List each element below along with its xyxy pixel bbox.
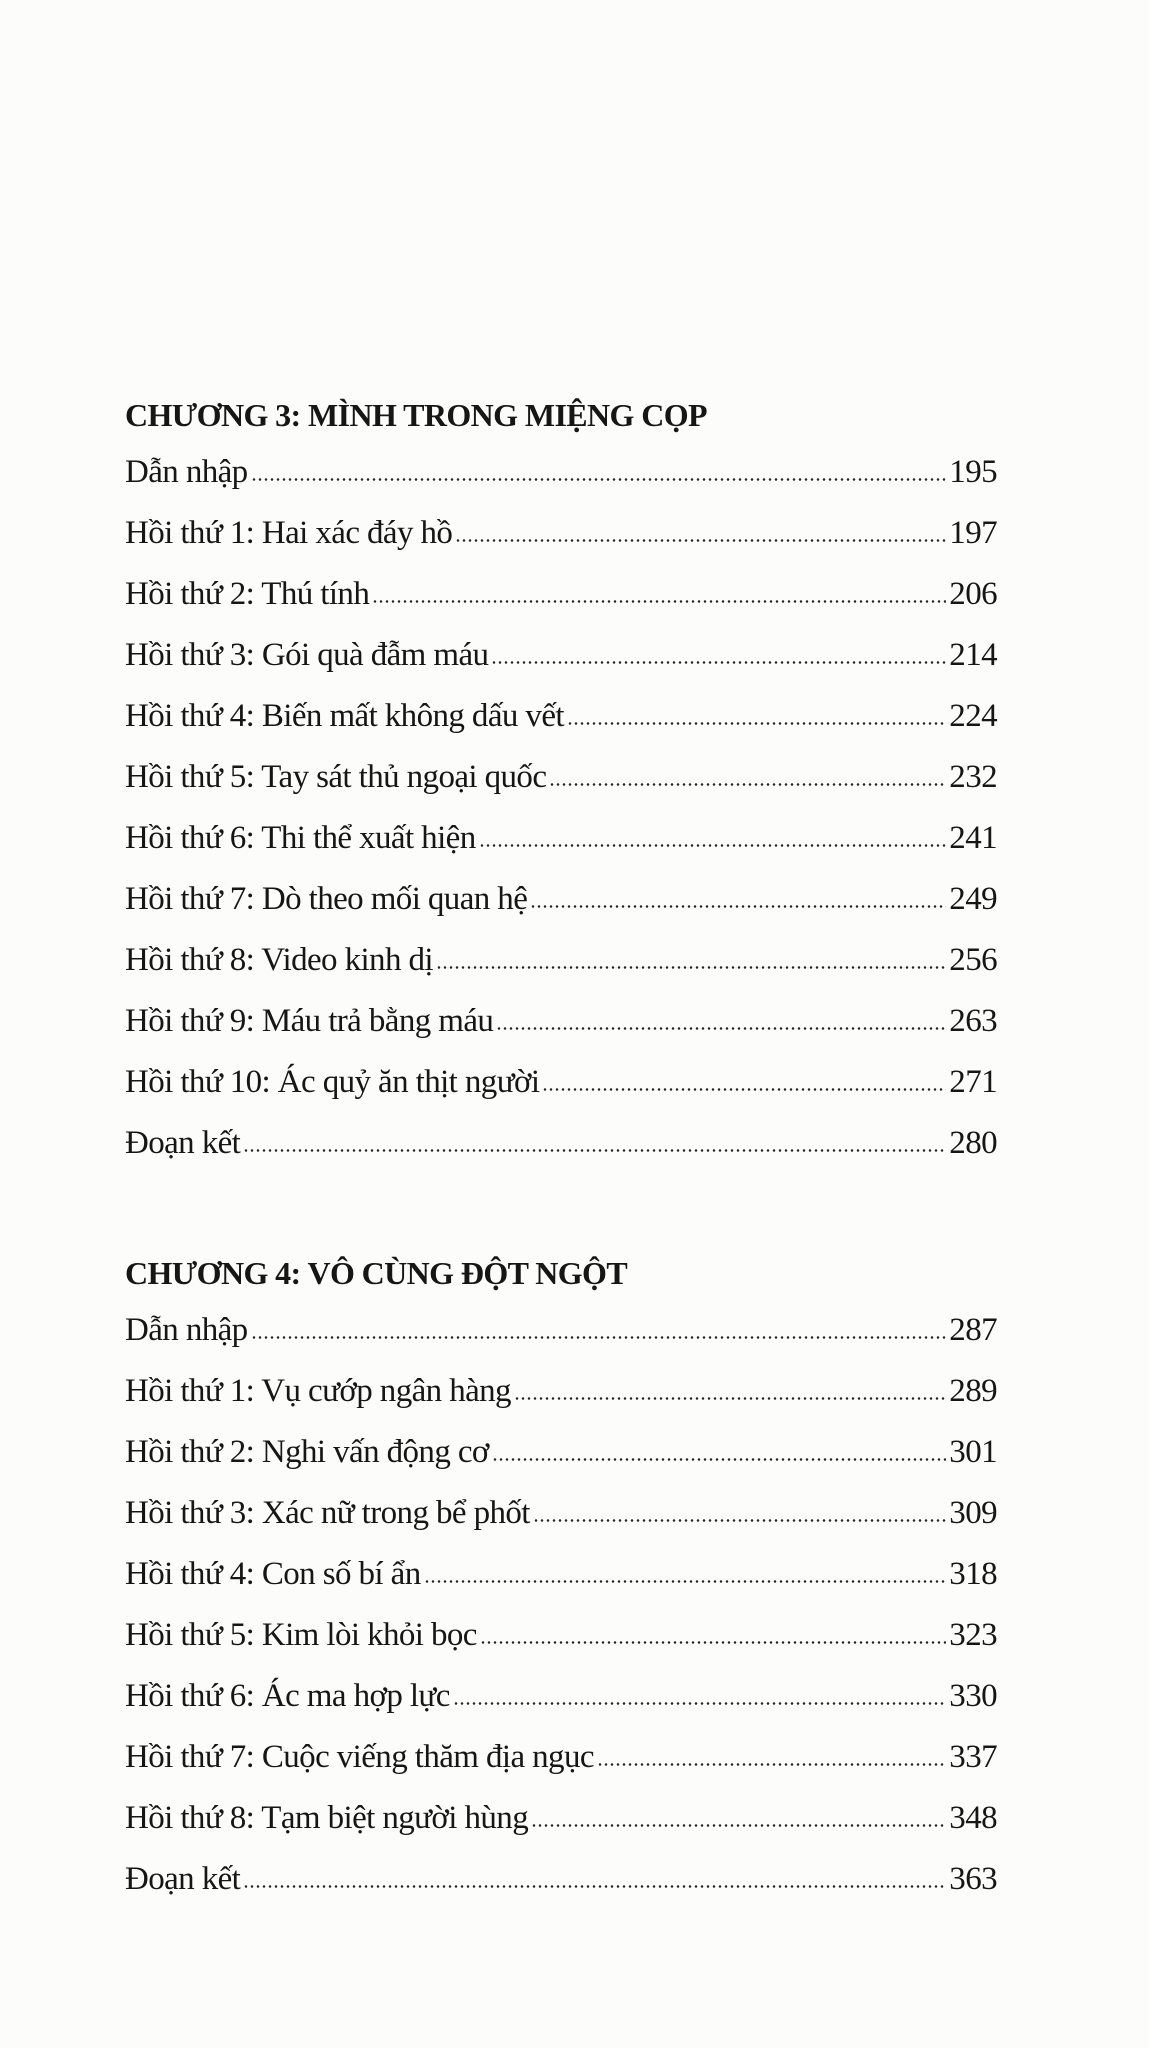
entry-page-number: 197 — [949, 515, 997, 551]
entry-title: Hồi thứ 1: Hai xác đáy hồ — [125, 515, 453, 551]
entry-title: Hồi thứ 5: Kim lòi khỏi bọc — [125, 1617, 477, 1653]
toc-entry — [125, 747, 997, 808]
chapter-3-section — [125, 388, 997, 1174]
dot-leader — [436, 966, 946, 969]
dot-leader — [491, 661, 946, 664]
entry-page-number: 348 — [949, 1800, 997, 1836]
toc-entry — [125, 1788, 997, 1849]
toc-entry — [125, 1483, 997, 1544]
entry-page-number: 241 — [949, 820, 997, 856]
entry-page-number: 224 — [949, 698, 997, 734]
dot-leader — [251, 1336, 947, 1339]
dot-leader — [492, 1458, 947, 1461]
entry-page-number: 195 — [949, 454, 997, 490]
entry-page-number: 289 — [949, 1373, 997, 1409]
dot-leader — [480, 1641, 946, 1644]
dot-leader — [243, 1149, 946, 1152]
dot-leader — [549, 783, 946, 786]
entry-title: Hồi thứ 1: Vụ cướp ngân hàng — [125, 1373, 511, 1409]
entry-title: Đoạn kết — [125, 1125, 241, 1161]
toc-entry — [125, 930, 997, 991]
entry-title: Hồi thứ 10: Ác quỷ ăn thịt người — [125, 1064, 540, 1100]
toc-entry — [125, 442, 997, 503]
toc-entry — [125, 1422, 997, 1483]
entry-title: Hồi thứ 8: Tạm biệt người hùng — [125, 1800, 529, 1836]
entry-title: Đoạn kết — [125, 1861, 241, 1897]
entry-page-number: 263 — [949, 1003, 997, 1039]
entry-page-number: 206 — [949, 576, 997, 612]
entry-page-number: 232 — [949, 759, 997, 795]
toc-entry — [125, 1605, 997, 1666]
chapter-title: CHƯƠNG 3: MÌNH TRONG MIỆNG CỌP — [125, 397, 707, 433]
toc-entries — [125, 1300, 997, 1910]
toc-entry — [125, 564, 997, 625]
entry-title: Hồi thứ 5: Tay sát thủ ngoại quốc — [125, 759, 547, 795]
entry-title: Hồi thứ 4: Biến mất không dấu vết — [125, 698, 564, 734]
entry-title: Hồi thứ 3: Xác nữ trong bể phốt — [125, 1495, 530, 1531]
entry-page-number: 280 — [949, 1125, 997, 1161]
toc-entry — [125, 1544, 997, 1605]
toc-entry — [125, 1300, 997, 1361]
entry-title: Hồi thứ 4: Con số bí ẩn — [125, 1556, 421, 1592]
entry-title: Hồi thứ 2: Nghi vấn động cơ — [125, 1434, 489, 1470]
toc-entry — [125, 991, 997, 1052]
dot-leader — [530, 905, 946, 908]
entry-page-number: 309 — [949, 1495, 997, 1531]
dot-leader — [424, 1580, 947, 1583]
entry-title: Hồi thứ 8: Video kinh dị — [125, 942, 433, 978]
toc-entry — [125, 1849, 997, 1910]
dot-leader — [567, 722, 946, 725]
dot-leader — [514, 1397, 946, 1400]
entry-title: Hồi thứ 9: Máu trả bằng máu — [125, 1003, 494, 1039]
entry-title: Hồi thứ 6: Thi thể xuất hiện — [125, 820, 476, 856]
dot-leader — [479, 844, 947, 847]
entry-page-number: 256 — [949, 942, 997, 978]
entry-title: Hồi thứ 2: Thú tính — [125, 576, 370, 612]
toc-entries — [125, 442, 997, 1174]
entry-page-number: 301 — [949, 1434, 997, 1470]
dot-leader — [372, 600, 946, 603]
dot-leader — [453, 1702, 947, 1705]
entry-page-number: 214 — [949, 637, 997, 673]
dot-leader — [251, 478, 947, 481]
toc-entry — [125, 686, 997, 747]
toc-entry — [125, 808, 997, 869]
dot-leader — [542, 1088, 946, 1091]
entry-page-number: 337 — [949, 1739, 997, 1775]
toc-entry — [125, 1361, 997, 1422]
toc-entry — [125, 1666, 997, 1727]
dot-leader — [496, 1027, 946, 1030]
toc-entry — [125, 869, 997, 930]
entry-page-number: 323 — [949, 1617, 997, 1653]
entry-title: Hồi thứ 7: Cuộc viếng thăm địa ngục — [125, 1739, 594, 1775]
dot-leader — [597, 1763, 946, 1766]
entry-page-number: 330 — [949, 1678, 997, 1714]
entry-title: Hồi thứ 7: Dò theo mối quan hệ — [125, 881, 528, 917]
entry-page-number: 249 — [949, 881, 997, 917]
entry-title: Dẫn nhập — [125, 454, 248, 490]
toc-entry — [125, 1113, 997, 1174]
dot-leader — [531, 1824, 946, 1827]
entry-title: Hồi thứ 6: Ác ma hợp lực — [125, 1678, 450, 1714]
dot-leader — [533, 1519, 946, 1522]
chapter-4-section — [125, 1246, 997, 1910]
entry-page-number: 318 — [949, 1556, 997, 1592]
toc-entry — [125, 1052, 997, 1113]
entry-page-number: 287 — [949, 1312, 997, 1348]
toc-entry — [125, 1727, 997, 1788]
toc-entry — [125, 503, 997, 564]
entry-title: Hồi thứ 3: Gói quà đẫm máu — [125, 637, 489, 673]
entry-page-number: 271 — [949, 1064, 997, 1100]
chapter-title: CHƯƠNG 4: VÔ CÙNG ĐỘT NGỘT — [125, 1255, 628, 1291]
toc-entry — [125, 625, 997, 686]
entry-page-number: 363 — [949, 1861, 997, 1897]
dot-leader — [455, 539, 946, 542]
dot-leader — [243, 1885, 946, 1888]
entry-title: Dẫn nhập — [125, 1312, 248, 1348]
